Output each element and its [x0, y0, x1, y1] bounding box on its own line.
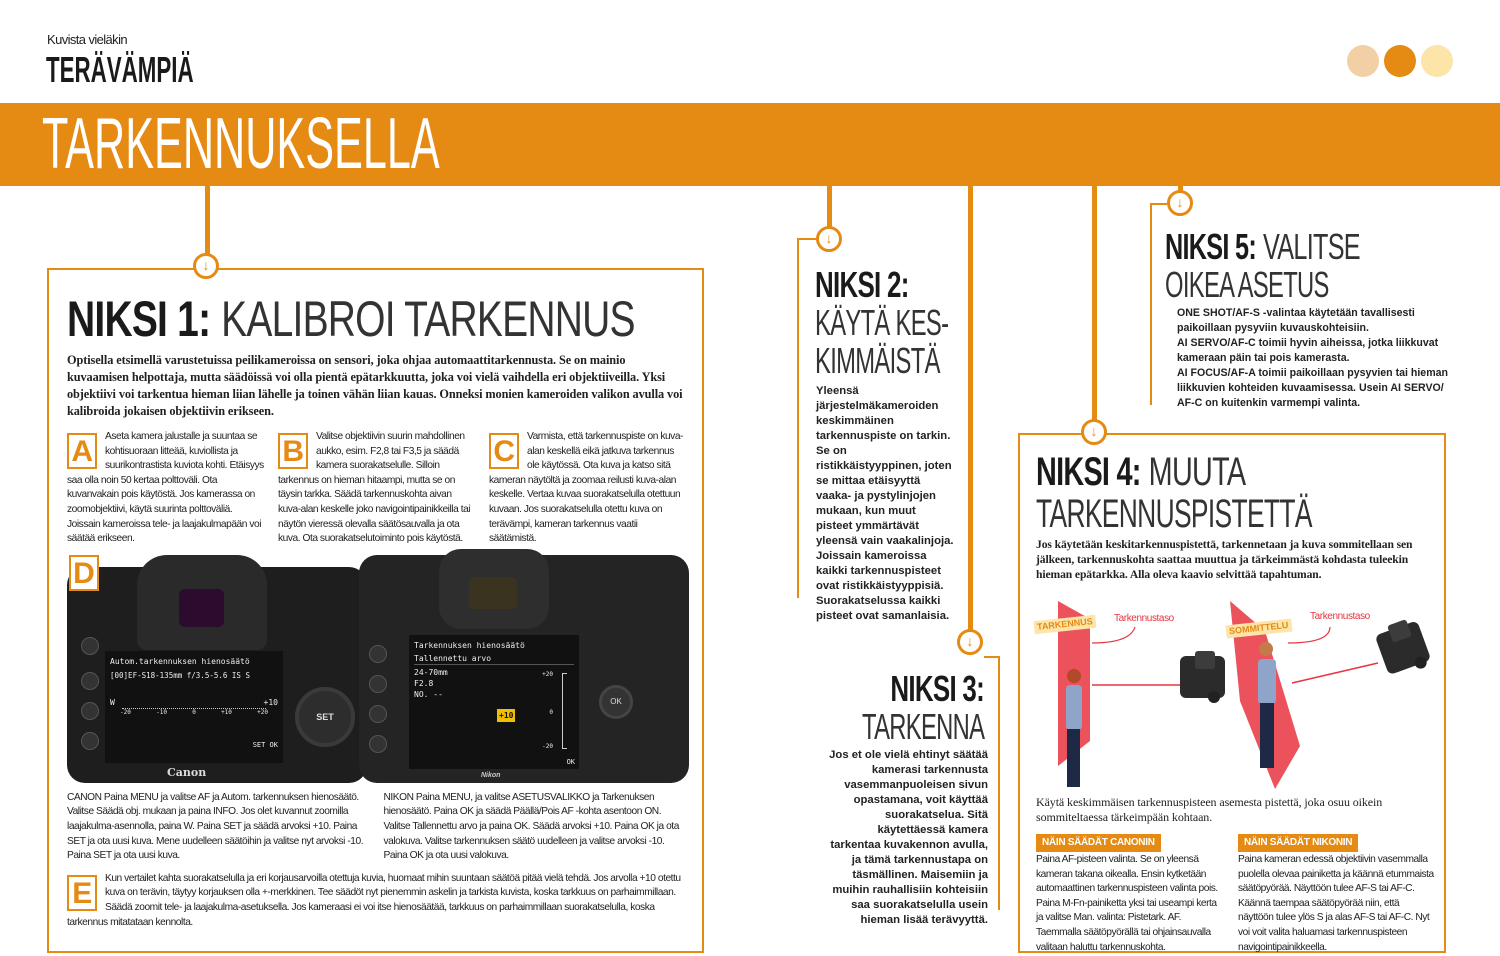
niksi3-title [830, 670, 990, 746]
tick-label: -10 [156, 708, 167, 716]
step-c-text: Varmista, että tarkennuspiste on kuva-alan keskellä eikä jatkuva tarkennus ole käytössä. Ota kuva ja katso sitä kameran näytöltä ja zoomaa reilusti kuva-alan keskelle. Vertaa kuvaa suorakatselulla otettuun kuvaan. Jos suorakatselulla otettu kuva on terävämpi, kameran tarkennus vaatii säätämistä. [489, 431, 683, 545]
arrow-down-circle-icon: ↓ [193, 253, 219, 279]
tick-label: -20 [120, 708, 131, 716]
tick-label: 0 [549, 708, 553, 716]
canon-screen-lens: [00]EF-S18-135mm f/3.5-5.6 IS S [110, 670, 250, 680]
bracket-line [797, 238, 817, 240]
kicker: Kuvista vieläkin [47, 32, 127, 47]
niksi5-title-thin: OIKEA ASETUS [1165, 264, 1329, 305]
arrow-down-circle-icon: ↓ [1167, 190, 1193, 216]
arrow-down-circle-icon: ↓ [1081, 419, 1107, 445]
niksi2-title-thin: KÄYTÄ KES- [815, 302, 949, 343]
button [81, 702, 99, 720]
label-arrow-right [1288, 627, 1330, 643]
nikon-no: NO. -- [414, 689, 443, 699]
step-e [67, 872, 686, 930]
steps-row [67, 430, 686, 547]
bracket-line [797, 238, 799, 598]
nikon-screen-ok: OK [566, 757, 575, 766]
eyepiece [469, 577, 517, 609]
instructions-row [67, 791, 686, 864]
niksi5-title-bold: NIKSI 5: [1165, 226, 1257, 267]
arrow-down-circle-icon: ↓ [957, 629, 983, 655]
arrow-down-circle-icon: ↓ [816, 226, 842, 252]
niksi5-text [1177, 306, 1457, 411]
camera-icon-left [1180, 651, 1225, 703]
niksi4-box [1018, 433, 1446, 953]
tick-label: +20 [542, 670, 553, 678]
niksi5-line: AI SERVO/AF-C toimii hyvin aiheissa, jotka liikkuvat kameraan päin tai pois kamerasta. [1177, 337, 1439, 364]
niksi5-line: ONE SHOT/AF-S -valintaa käytetään tavallisesti paikoillaan pysyviin kuvauskohteisiin. [1177, 307, 1415, 334]
dot-3 [1421, 45, 1453, 77]
scale-right: +10 [263, 697, 278, 707]
button [369, 735, 387, 753]
niksi1-lead: Optisella etsimellä varustetuissa peilikameroissa on sensori, joka ohjaa automaattitarkennusta. Se on mainio kuvaamisen helpottaja, mutta säädöissä voi olla pientä epätarkkuutta, joka voi vielä vaihdella eri objektiiveilla. Yksi objektiivi voi tarkentua hieman liian lähelle ja toinen vähän liian kauas. Onneksi monien kameroiden valikon avulla voi kalibroida jokaisen objektiivin erikseen. [67, 353, 683, 418]
dot-2 [1384, 45, 1416, 77]
canon-tag: NÄIN SÄÄDÄT CANONIN [1036, 834, 1161, 852]
niksi3-title-thin: TARKENNA [861, 706, 984, 747]
nikon-aperture: F2.8 [414, 678, 434, 688]
step-letter-a: A [67, 433, 97, 469]
label-arrow-left [1092, 627, 1135, 643]
tick-label: +20 [257, 708, 268, 716]
niksi1-title-thin: KALIBROI TARKENNUS [221, 291, 635, 347]
nikon-camera-photo [359, 555, 689, 783]
dot-1 [1347, 45, 1379, 77]
niksi4-title-bold: NIKSI 4: [1036, 450, 1141, 494]
niksi4-lead: Jos käytetään keskitarkennuspistettä, tarkennetaan ja kuva sommitellaan sen jälkeen, tarkennuskohta saattaa muuttua ja tärkeimmästä kohdasta tuleekin hieman epätarkka. Alla oleva kaavio selvittää tapahtuman. [1036, 538, 1413, 581]
ok-button: OK [599, 685, 633, 719]
tick-label: +10 [221, 708, 232, 716]
nikon-screen [409, 635, 579, 769]
button [81, 732, 99, 750]
nikon-screen-title: Tarkennuksen hienosäätö [414, 640, 525, 650]
nikon-screen-subtitle: Tallennettu arvo [414, 653, 574, 665]
canon-screen-title: Autom.tarkennuksen hienosäätö [110, 656, 250, 666]
niksi4-canon-text: Paina AF-pisteen valinta. Se on yleensä kameran takana oikealla. Ensin kytketään automaattinen tarkennuspisteen valinta pois. Paina M-Fn-painiketta yksi tai useampi kerta ja valitse Man. valinta: Pistetark. AF. Taemmalla säätöpyörällä tai ohjainsauvalla valitaan haluttu tarkennuskohta. [1036, 854, 1218, 953]
niksi1-box [47, 268, 704, 953]
niksi1-title-bold: NIKSI 1: [67, 291, 211, 347]
bracket-line [984, 656, 1000, 658]
headline-main: TARKENNUKSELLA [42, 104, 440, 184]
niksi4-title-thin: MUUTA [1148, 450, 1246, 494]
canon-camera-photo [67, 567, 367, 783]
niksi4-title [1036, 451, 1454, 535]
step-b-text: Valitse objektiivin suurin mahdollinen aukko, esim. F2,8 tai F3,5 ja säädä kamera suorakatselulle. Silloin tarkennus on hieman hitaampi, mutta se on täysin tarkka. Säädä tarkennuskohta aivan kuva-alan keskelle joko navigointipainikkeilla tai näytön vieressä olevalla säätösauvalla ja ota kuva. Ota suorakatselutoiminto pois käytöstä. [278, 431, 471, 545]
step-a-text: Aseta kamera jalustalle ja suuntaa se kohtisuoraan litteää, kuviollista ja suurikontrastista kuviota kohti. Etäisyys saa olla noin 50 kertaa polttoväli. Ota kuvanvakain pois käytöstä. Jos kamerassa on zoomobjektiivi, käytä suurinta polttoväliä. Joissain kameroissa tele- ja laajakulmapään voi säätää erikseen. [67, 431, 264, 545]
step-letter-e: E [67, 875, 97, 911]
tick-label: -20 [542, 742, 553, 750]
connector-line [968, 186, 973, 630]
niksi3-title-bold: NIKSI 3: [890, 668, 984, 709]
person-right [1258, 642, 1276, 768]
connector-line [827, 186, 832, 228]
eyepiece [179, 589, 224, 627]
niksi2-title-bold: NIKSI 2: [815, 264, 909, 305]
step-b [278, 430, 475, 547]
diagram-plane-label: Tarkennustaso [1114, 613, 1174, 624]
canon-instructions: CANON Paina MENU ja valitse AF ja Autom. tarkennuksen hienosäätö. Valitse Säädä obj. mukaan ja paina INFO. Jos olet kuvannut zoomilla laajakulma-asennolla, paina W. Paina SET ja säädä arvoksi +10. Paina SET ja ota uusi kuva. Mene uudelleen säätöihin ja valitse nyt arvoksi -10. Paina SET ja ota uusi kuva. [67, 791, 364, 862]
diagram-label-tarkennus: TARKENNUS [1033, 615, 1096, 634]
button [369, 675, 387, 693]
title-band [0, 103, 1500, 186]
bracket-line [998, 656, 1000, 910]
niksi4-nikon-text: Paina kameran edessä objektiivin vasemmalla puolella olevaa painiketta ja käännä etummaista säätöpyörää. Näyttöön tulee AF-S tai AF-C. Käännä taempaa säätöpyörää niin, että näyttöön tulee ylös S ja alas AF-S tai AF-C. Nyt voi voit valita haluamasi tarkennuspisteen navigointipainikkeella. [1238, 854, 1434, 953]
button [81, 672, 99, 690]
canon-screen-ok: SET OK [252, 740, 278, 749]
nikon-lens: 24-70mm [414, 667, 448, 677]
niksi2-title-thin: KIMMÄISTÄ [815, 340, 940, 381]
set-dial: SET [295, 687, 355, 747]
scale-bar [562, 673, 567, 749]
connector-line [205, 186, 210, 256]
bracket-line [1150, 203, 1167, 205]
step-letter-c: C [489, 433, 519, 469]
canon-screen [105, 651, 283, 763]
focus-line-right [1292, 663, 1378, 683]
niksi4-caption: Käytä keskimmäisen tarkennuspisteen asemesta pistettä, joka osuu oikein sommiteltaessa tärkeimpään kohtaan. [1036, 795, 1383, 824]
bracket-line [1150, 203, 1152, 405]
button [369, 705, 387, 723]
niksi5-title [1165, 228, 1443, 304]
menu-button [81, 637, 99, 655]
niksi5-title-thin: VALITSE [1263, 226, 1360, 267]
niksi4-title-thin: TARKENNUSPISTETTÄ [1036, 492, 1312, 536]
niksi2-text: Yleensä järjestelmäkameroiden keskimmäinen tarkennuspiste on tarkin. Se on ristikkäistyyppinen, joten se mittaa etäisyyttä vaaka- ja pystylinjojen mukaan, kun muut pisteet ymmärtävät yleensä vain vaakalinjoja. Joissain kameroissa kaikki tarkennuspisteet ovat ristikkäistyyppisiä. Suorakatselussa kaikki pisteet ovat samanlaisia. [816, 385, 954, 622]
step-a [67, 430, 264, 547]
scale-left: W [110, 697, 115, 707]
step-e-text: Kun vertailet kahta suorakatselulla ja eri korjausarvoilla otettuja kuvia, huomaat mihin suuntaan säätöä pitää vielä tehdä. Jos arvolla +10 otettu kuva on terävin, täytyy korjauksen olla +-merkkinen. Tee säädöt nyt pienemmin askelin ja tarkista kuvista, koska tarkkuus on parhaimmillaan. Säädä zoomit tele- ja laajakulma-asetuksella. Jos kameraasi ei voi itse hienosäätää, tarkkuus on parhaimmillaan suorakatselulla, koska tarkennus mitatataan kennolta. [67, 872, 681, 928]
nikon-logo: Nikon [481, 771, 501, 779]
person-left [1066, 669, 1082, 787]
tick-label: 0 [192, 708, 196, 716]
headline-top: TERÄVÄMPIÄ [46, 49, 194, 90]
nikon-value: +10 [499, 710, 514, 720]
canon-logo: Canon [167, 765, 207, 779]
niksi1-title [67, 292, 686, 346]
step-c [489, 430, 686, 547]
cameras-photo [67, 555, 686, 783]
nikon-tag: NÄIN SÄÄDÄT NIKONIN [1238, 834, 1358, 852]
camera-icon-right [1373, 616, 1433, 680]
nikon-instructions: NIKON Paina MENU, ja valitse ASETUSVALIKKO ja Tarkenuksen hienosäätö. Paina OK ja säädä Päällä/Pois AF -kohta asentoon ON. Valitse Tallennettu arvo ja paina OK. Säädä arvoksi +10. Paina OK ja ota valokuva. Valitse tarkennuksen säätö uudelleen ja valitse arvoksi -10. Paina OK ja ota uusi valokuva. [383, 791, 679, 862]
niksi2-title [815, 266, 985, 380]
step-letter-d: D [69, 555, 99, 591]
niksi5-line: AI FOCUS/AF-A toimii paikoillaan pysyvien tai hieman liikkuvien kohteiden kuvaamisessa. Usein AI SERVO/ AF-C on kuitenkin varmempi valinta. [1177, 367, 1448, 409]
niksi3-text: Jos et ole vielä ehtinyt säätää kamerasi tarkennusta vasemmanpuoleisen sivun opastamana, voit käyttää suorakatselua. Sitä käytettäessä kamera tarkentaa kuvakennon avulla, ja tämä tarkennustapa on täsmällinen. Maisemiin ja muihin rauhallisiin kohteisiin saa suorakatselulla usein hieman lisää terävyyttä. [829, 749, 988, 926]
diagram-label-sommittelu: SOMMITTELU [1226, 619, 1293, 639]
diagram-plane-label: Tarkennustaso [1310, 611, 1370, 622]
connector-line [1092, 186, 1097, 420]
menu-button [369, 645, 387, 663]
step-letter-b: B [278, 433, 308, 469]
